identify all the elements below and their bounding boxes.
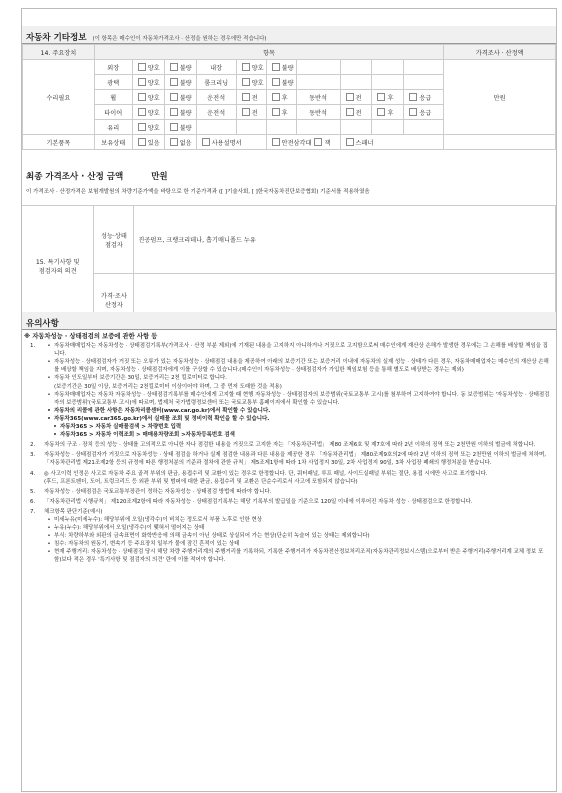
option-label: 불량: [179, 94, 192, 102]
item-tire: 타이어: [94, 105, 132, 120]
performance-inspector-cell: [94, 206, 134, 274]
note-text: 미세누유(미세누수): 해당부위에 오일(냉각수)이 비치는 정도로서 부품 노후로 인한 현상: [54, 516, 262, 523]
price-assessor-line1: 가격·조사: [100, 292, 127, 300]
notes-heading: ※ 자동차성능 · 상태점검의 보증에 관한 사항 등: [24, 333, 158, 340]
item-interior: 내장: [196, 60, 236, 75]
option-label: 응급: [419, 109, 432, 117]
section-header-vehicle-info: [22, 26, 556, 44]
option-label: 불량: [179, 124, 192, 132]
note-item-4: [22, 470, 556, 486]
final-price-title: 최종 가격조사 · 산정 금액: [26, 172, 124, 182]
note-text: 체크항목 판단기준(예시): [44, 508, 103, 515]
performance-inspector-line2: 점검자: [104, 241, 123, 249]
note-item-3: [22, 451, 556, 467]
opinion-table: [22, 205, 556, 326]
note-text: 자동차성능 · 상태점검자가 거짓으로 자동차성능 · 상태 점검을 하거나 실제 점검한 내용과 다른 내용을 제공한 경우 「자동차관리법」 제80조제9호의2에 따라 2년 이하의 징역 또는 2천만원 이하의 벌금에 처하며, 「자동차관리법 제21조제2항 등의 규정에 따른 행정처분의 기준과 절차에 관한 규칙」 제5조제1항에 따라 1차 사업정지 30일, 2차 사업정지 90일, 3차 사업장 폐쇄의 행정처분을 받습니다.: [44, 452, 546, 467]
note-item-1: 1. • 자동차매매업자는 자동차성능 · 상태점검기록부(가격조사 · 산정 부분 제외)에 기재된 내용을 고지하지 아니하거나 거짓으로 고지함으로써 매수인에게 재산상 손해가 발생한 경우에는 그 손해를 배상할 책임을 집니다. • 자동차성능 · 상태점검자가 거짓 또는 오류가 있는 자동차성능 · 상태점검 내용을 제공하여 아래의 보증기간 또는 보증거리 이내에 자동차의 실제 성능 · 상태가 다른 경우, 자동차매매업자는 매수인의 재산상 손해를 배상할 책임을 지며, 자동차성능 · 상태점검자에게 이를 구상할 수 있습니다.(매수인이 자동차성능 · 상태점검자가 가입한 책임보험 등을 통해 별도로 배상받는 경우는 제외) • 자동차 인도일부터 보증기간은 30일, 보증거리는 2천 킬로미터로 합니다. (보증기간은 30일 이상, 보증거리는 2천킬로미터 이상이어야 하며, 그 중 먼저 도래한 것을 적용) • 자동차매매업자는 자동차 자동차성능 · 상태점검기록부를 매수인에게 고지할 때 현행 자동차성능 · 상태점검자의 보증범위(국토교통부 고시)를 첨부하여 고지하여야 합니다. 동 보증범위는 '자동차성능 · 상태점검자의 보증범위'(국토교통부 고시)에 따르며, 법제처 국가법령정보센터 또는 국토교통부 홈페이지에서 확인할 수 있습니다. • 자동차의 리콜에 관한 사항은 자동차리콜센터(www.car.go.kr)에서 확인할 수 있습니다. • 자동차365(www.car365.go.kr)에서 실매물 조회 및 정비이력 확인을 할 수 있습니다. • 자동차365 > 자동차 실매물검색 > 차량번호 입력 • 자동차365 > 자동차 이력조회 > 매매용차량조회 >자동차등록번호 검색: [22, 342, 556, 439]
repair-needed-label: 수리필요: [23, 60, 95, 135]
option-label: 후: [281, 109, 288, 117]
note-text: 자동차365(www.car365.go.kr)에서 실매물 조회 및 정비이력 확인을 할 수 있습니다.: [54, 415, 270, 422]
option-label: 불량: [179, 79, 192, 87]
section-header-notes: [22, 312, 556, 330]
notes-title: 유의사항: [26, 319, 59, 329]
option-label: 불량: [179, 109, 192, 117]
note-text: 자동차의 리콜에 관한 사항은 자동차리콜센터(www.car.go.kr)에서 확인할 수 있습니다.: [54, 407, 271, 414]
note-text: 자동차성능 · 상태점검은 국토교통부장관이 정하는 자동차성능 · 상태점검 방법에 따라야 합니다.: [44, 488, 272, 495]
checkbox[interactable]: [314, 138, 322, 146]
option-label: 불량: [179, 64, 192, 72]
item-room-cleaning: 룸크리닝: [196, 75, 236, 90]
checkbox[interactable]: [346, 93, 354, 101]
option-label: 후: [281, 94, 288, 102]
checkbox[interactable]: [138, 93, 146, 101]
checkbox[interactable]: [346, 138, 354, 146]
note-item-6: [22, 498, 556, 506]
option-label: 양호: [147, 109, 160, 117]
item-glass: 유리: [94, 120, 132, 135]
note-number: 7.: [30, 508, 36, 515]
inspection-table: [22, 44, 556, 150]
option-label: 전: [251, 94, 258, 102]
note-text: ◎ 사고이력 인정은 사고로 자동차 주요 골격 부위의 판금, 용접수리 및 교환이 있는 경우로 한정합니다. 단, 쿼터패널, 루프 패널, 사이드실패널 부위는 절단, 용접 시에만 사고로 표기합니다.: [44, 470, 488, 477]
note-text: 자동차매매업자는 자동차 자동차성능 · 상태점검기록부를 매수인에게 고지할 때 현행 자동차성능 · 상태점검자의 보증범위(국토교통부 고시)를 첨부하여 고지하여야 합니다. 동 보증범위는 '자동차성능 · 상태점검자의 보증범위'(국토교통부 고시)에 따르며, 법제처 국가법령정보센터 또는 국토교통부 홈페이지에서 확인할 수 있습니다.: [54, 391, 550, 406]
checkbox[interactable]: [242, 78, 250, 86]
checkbox[interactable]: [170, 93, 178, 101]
note-number: 5.: [30, 488, 36, 495]
header-price: 가격조사 · 산정액: [444, 45, 556, 60]
opinion-label-line2: 점검자의 의견: [38, 267, 77, 275]
section-subtitle: (이 항목은 매수인이 자동차가격조사 · 산정을 원하는 경우에만 적습니다): [92, 36, 267, 42]
option-label: 양호: [147, 79, 160, 87]
checkbox[interactable]: [272, 108, 280, 116]
checkbox[interactable]: [272, 93, 280, 101]
checkbox[interactable]: [242, 108, 250, 116]
note-number: 4.: [30, 470, 36, 477]
checkbox[interactable]: [272, 63, 280, 71]
option-label: 응급: [419, 94, 432, 102]
price-value: 만원: [444, 60, 556, 135]
option-label: 양호: [251, 64, 264, 72]
item-exterior: 외장: [94, 60, 132, 75]
checkbox[interactable]: [242, 93, 250, 101]
note-text: 자동차의 구조 · 장치 등의 성능 · 상태를 고의적으로 아니한 자나 점검한 내용을 거짓으로 고지한 자는 「자동차관리법」 제80 조제6호 및 제7호에 따라 2년 이하의 징역 또는 2천만원 이하의 벌금에 처합니다.: [44, 442, 536, 449]
note-text: 자동차매매업자는 자동차성능 · 상태점검기록부(가격조사 · 산정 부분 제외)에 기재된 내용을 고지하지 아니하거나 거짓으로 고지함으로써 매수인에게 재산상 손해가 발생한 경우에는 그 손해를 배상할 책임을 집니다.: [54, 343, 548, 358]
basic-items-label: 기본품목: [23, 135, 95, 150]
checkbox[interactable]: [138, 138, 146, 146]
option-label: 양호: [147, 124, 160, 132]
note-number: 6.: [30, 498, 36, 505]
note-text: 현재 주행거리: 자동차성능 · 상태점검 당시 해당 차량 주행거리계의 주행거리를 기록하되, 기록한 주행거리가 자동차전산정보처리조직(자동차관리정보시스템)으로부터 받은 주행거리(주행거리계 교체 정보 포함)보다 적은 경우 '특기사항 및 점검자의 의견' 란에 이를 적어야 합니다.: [54, 549, 544, 564]
note-item-7: 7. 체크항목 판단기준(예시) • 미세누유(미세누수): 해당부위에 오일(냉각수)이 비치는 정도로서 부품 노후로 인한 현상 • 누유(누수): 해당부위에서 오일(냉각수)이 맺혀서 떨어지는 상태 • 부식: 차량하부와 외판의 금속표면이 화학반응에 의해 금속이 아닌 상태로 상실되어 가는 현상(단순히 녹슬어 있는 상태는 제외합니다) • 침수: 자동차의 원동기, 변속기 등 주요장치 일부가 물에 잠긴 흔적이 있는 상태 • 현재 주행거리: 자동차성능 · 상태점검 당시 해당 차량 주행거리계의 주행거리를 기록하되, 기록한 주행거리가 자동차전산정보처리조직(자동차관리정보시스템)으로부터 받은 주행거리(주행거리계 교체 정보 포함)보다 적은 경우 '특기사항 및 점검자의 의견' 란에 이를 적어야 합니다.: [22, 508, 556, 565]
opinion-label-line1: 15. 특기사항 및: [35, 258, 80, 266]
item-passenger-seat: 동반석: [296, 90, 340, 105]
note-item-5: [22, 488, 556, 496]
item-driver-seat: 운전석: [196, 105, 236, 120]
final-price-unit: 만원: [151, 172, 168, 182]
header-item: 항목: [94, 45, 444, 60]
checkbox[interactable]: [377, 93, 385, 101]
note-text: 침수: 자동차의 원동기, 변속기 등 주요장치 일부가 물에 잠긴 흔적이 있는 상태: [54, 541, 240, 548]
price-assessor-line2: 산정자: [104, 301, 123, 309]
note-text: 자동차365 > 자동차 이력조회 > 매매용차량조회 >자동차등록번호 검색: [60, 432, 235, 439]
final-price-note: 이 가격조사 · 산정가격은 보험개발원의 차량기준가액을 바탕으로 한 기준가격과 ([ ]기술사회, [ ]한국자동차진단보증협회) 기준서를 적용하였음: [26, 189, 370, 195]
option-label: 양호: [147, 94, 160, 102]
option-label: 사용설명서: [211, 139, 242, 147]
option-label: 안전삼각대: [281, 139, 312, 147]
checkbox[interactable]: [170, 123, 178, 131]
item-driver-seat: 운전석: [196, 90, 236, 105]
option-label: 불량: [281, 64, 294, 72]
checkbox[interactable]: [138, 123, 146, 131]
item-gloss: 광택: [94, 75, 132, 90]
checkbox[interactable]: [272, 138, 280, 146]
checkbox[interactable]: [377, 108, 385, 116]
option-label: 전: [251, 109, 258, 117]
opinion-label-cell: [22, 206, 94, 326]
option-label: 후: [387, 94, 394, 102]
header-main-device: 14. 주요장치: [23, 45, 95, 60]
option-label: 잭: [324, 139, 331, 147]
checkbox[interactable]: [202, 138, 210, 146]
checkbox[interactable]: [272, 78, 280, 86]
option-label: 양호: [251, 79, 264, 87]
item-passenger-seat: 동반석: [296, 105, 340, 120]
note-text: (보증기간은 30일 이상, 보증거리는 2천킬로미터 이상이어야 하며, 그 중 먼저 도래한 것을 적용): [54, 383, 282, 390]
note-text: 부식: 차량하부와 외판의 금속표면이 화학반응에 의해 금속이 아닌 상태로 상실되어 가는 현상(단순히 녹슬어 있는 상태는 제외합니다): [54, 533, 370, 540]
note-text: (후드, 프론트펜더, 도어, 트렁크리드 등 외판 부위 및 범퍼에 대한 판금, 용접수리 및 교환은 단순수리로서 사고에 포함되지 않습니다): [44, 478, 358, 485]
note-number: 2.: [30, 442, 36, 449]
checkbox[interactable]: [138, 78, 146, 86]
option-label: 후: [387, 109, 394, 117]
option-label: 전: [355, 109, 362, 117]
checkbox[interactable]: [346, 108, 354, 116]
checkbox[interactable]: [170, 78, 178, 86]
section-title: 자동차 기타정보: [26, 33, 87, 43]
checkbox[interactable]: [170, 138, 178, 146]
note-item-2: [22, 441, 556, 449]
option-label: 스패너: [355, 139, 374, 147]
option-label: 있음: [147, 139, 160, 147]
note-text: 자동차 인도일부터 보증기간은 30일, 보증거리는 2천 킬로미터로 합니다.: [54, 375, 228, 382]
possession-status-label: 보유상태: [94, 135, 132, 150]
option-label: 전: [355, 94, 362, 102]
performance-inspector-line1: 성능·상태: [100, 232, 127, 240]
option-label: 불량: [281, 79, 294, 87]
option-label: 없음: [179, 139, 192, 147]
final-price-section: [22, 166, 556, 195]
note-number: 3.: [30, 452, 36, 459]
checkbox[interactable]: [242, 63, 250, 71]
checkbox[interactable]: [170, 108, 178, 116]
performance-opinion-value: 진공펌프, 크랭크리데나, 흡기매니폴드 누유: [134, 206, 556, 274]
notes-body: [22, 330, 556, 565]
checkbox[interactable]: [138, 63, 146, 71]
option-label: 양호: [147, 64, 160, 72]
note-text: 「자동차관리법 시행규칙」 제120조제2항에 따라 자동차성능 · 상태점검기록부는 해당 기록부의 발급일을 기준으로 120일 이내에 이루어진 자동차 성능 · 상태점검으로 한정합니다.: [44, 498, 473, 505]
checkbox[interactable]: [138, 108, 146, 116]
note-text: 자동차성능 · 상태점검자가 거짓 또는 오류가 있는 자동차성능 · 상태점검 내용을 제공하여 아래의 보증기간 또는 보증거리 이내에 자동차의 실제 성능 · 상태가 다른 경우, 자동차매매업자는 매수인의 재산상 손해를 배상할 책임을 지며, 자동차성능 · 상태점검자에게 이를 구상할 수 있습니다.(매수인이 자동차성능 · 상태점검자가 가입한 책임보험 등을 통해 별도로 배상받는 경우는 제외): [54, 359, 549, 374]
checkbox[interactable]: [409, 93, 417, 101]
note-number: 1.: [30, 343, 36, 350]
checkbox[interactable]: [170, 63, 178, 71]
note-text: 누유(누수): 해당부위에서 오일(냉각수)이 맺혀서 떨어지는 상태: [54, 525, 205, 532]
item-wheel: 휠: [94, 90, 132, 105]
checkbox[interactable]: [409, 108, 417, 116]
note-text: 자동차365 > 자동차 실매물검색 > 차량번호 입력: [60, 424, 182, 431]
